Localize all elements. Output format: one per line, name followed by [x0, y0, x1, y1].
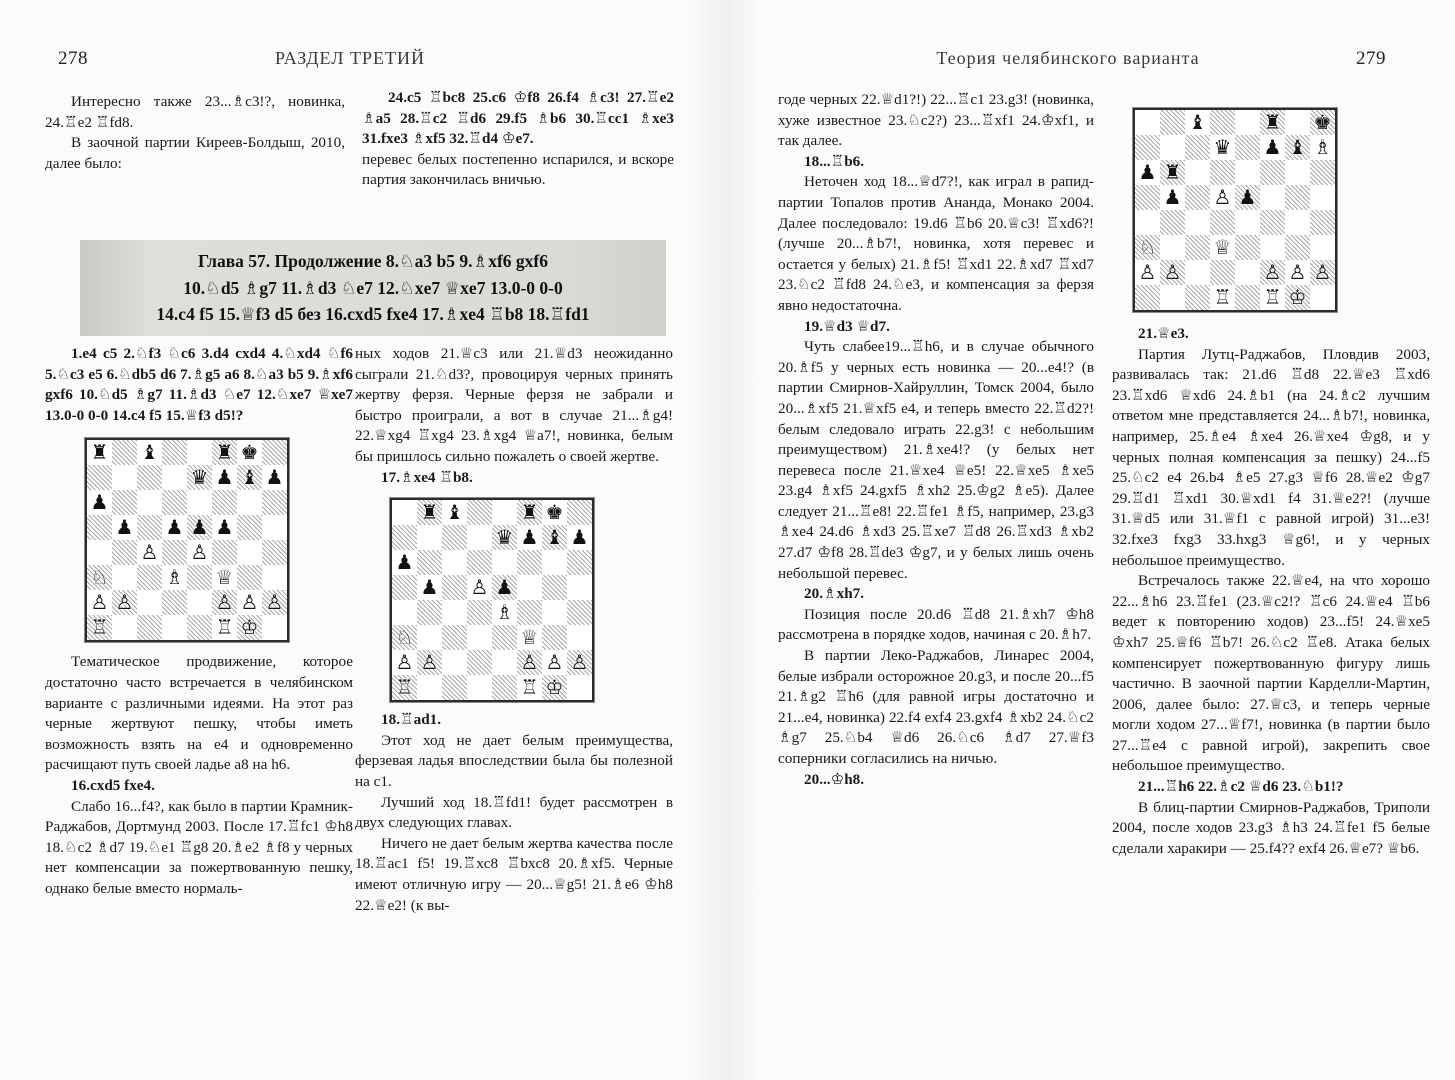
board-square — [467, 500, 492, 525]
board-square — [392, 500, 417, 525]
board-square — [542, 575, 567, 600]
board-piece-square: ♕ — [1213, 235, 1232, 259]
move-sequence: 24.c5 ♖bc8 25.c6 ♔f8 26.f4 ♗c3! 27.♖e2 ♗a5 28.♖c2 ♖d6 29.f5 ♗b6 30.♖cc1 ♗xe3 31.fxe3 ♗xf5 32.♖d4 ♔e7. — [362, 89, 674, 148]
board-square — [87, 515, 112, 540]
board-piece-square: ♖ — [87, 615, 112, 640]
board-square — [1210, 160, 1235, 185]
board-square — [1235, 110, 1260, 135]
move-sequence: 1.e4 c5 2.♘f3 ♘c6 3.d4 cxd4 4.♘xd4 ♘f6 5.♘c3 e5 6.♘db5 d6 7.♗g5 a6 8.♘a3 b5 9.♗xf6 gxf6 10.♘d5 ♗g7 11.♗d3 ♘e7 12.♘xe7 ♕xe7 13.0-0 0-0 14.c4 f5 15.♕f3 d5!? — [45, 345, 353, 424]
board-square — [212, 540, 237, 565]
board-piece-square: ♕ — [520, 625, 539, 650]
move-header: 20.♗xh7. — [804, 585, 865, 603]
board-square — [1285, 235, 1310, 260]
board-square — [467, 625, 492, 650]
board-piece-square: ♖ — [1263, 285, 1282, 309]
board-square — [137, 490, 162, 515]
board-piece-square: ♟ — [90, 490, 109, 515]
board-square — [1310, 235, 1335, 260]
board-square — [137, 565, 162, 590]
board-piece-square: ♜ — [1160, 160, 1185, 185]
board-piece-square: ♟ — [187, 515, 212, 540]
board-square — [1185, 260, 1210, 285]
paragraph: перевес белых постепенно испарился, и вскоре партия закончилась вничью. — [362, 150, 674, 189]
board-square — [262, 565, 287, 590]
board-piece-square: ♘ — [392, 625, 417, 650]
board-square — [137, 615, 162, 640]
paragraph: Неточен ход 18...♕d7?!, как играл в рапид-партии Топалов против Ананда, Монако 2004. Далее последовало: 19.d6 ♖b6 20.♕c3! ♖xd6?! (лучше 20...♗b7!, новинка, хотя перевес и остается у белых) 21.♗f5! ♖xd1 22.♗xd7 ♖xd7 23.♘c2 ♖fd8 24.♘e3, и компенсация за ферзя явно недостаточна. — [778, 173, 1094, 314]
paragraph: Партия Лутц-Раджабов, Пловдив 2003, развивалась так: 21.d6 ♖d8 22.♕e3 ♖xd6 23.♖xd6 ♕xd6 24.♗b1 (на 24.♗c2 лучшим ответом мне представляется 24...♗b7!, новинка, например, 25.♗e4 ♗xe4 26.♕xe4 ♔g8, и у черных полная компенсация за пешку) 24...f5 25.♘c2 e4 26.b4 ♗e5 27.g3 ♕f6 28.♕e2 ♔g7 29.♖d1 ♖xd1 30.♕xd1 f4 31.♕e2?! (лучше 31.♕d5 или 31.♕f1 с равной игрой) 31...e3! 32.fxe3 fxg3 33.hxg3 ♕g6!, и у черных небольшое преимущество. — [1112, 345, 1430, 569]
board-square — [1260, 160, 1285, 185]
board-square — [467, 675, 492, 700]
board-square — [542, 625, 567, 650]
paragraph: Ничего не дает белым жертва качества после 18.♖ac1 f5! 19.♖xc8 ♖bxc8 20.♗xf5. Черные имеют отличную игру — 20...♕g5! 21.♗e6 ♔h8 22.♕e2! (к вы- — [355, 834, 673, 914]
board-square — [567, 625, 592, 650]
board-piece-square: ♟ — [395, 550, 414, 575]
board-square — [1310, 185, 1335, 210]
board-square — [162, 440, 187, 465]
chess-diagram — [85, 438, 289, 642]
board-square — [492, 625, 517, 650]
board-piece-square: ♜ — [517, 500, 542, 525]
board-square — [162, 490, 187, 515]
board-square — [137, 515, 162, 540]
board-square — [162, 465, 187, 490]
board-square — [567, 675, 592, 700]
paragraph: Этот ход не дает белым преимущества, ферзевая ладья впоследствии была бы полезной на c1. — [355, 731, 673, 790]
board-square — [112, 490, 137, 515]
board-square — [1310, 210, 1335, 235]
paragraph: В блиц-партии Смирнов-Раджабов, Триполи 2004, после ходов 23.g3 ♗h3 24.♖fe1 f5 белые сделали харакири — 25.f4?? exf4 26.♕e7? ♕b6. — [1112, 798, 1430, 857]
board-piece-square: ♚ — [545, 500, 564, 525]
page-left — [0, 0, 727, 1080]
board-square — [1160, 110, 1185, 135]
board-square — [1135, 285, 1160, 310]
board-piece-square: ♙ — [1160, 260, 1185, 285]
board-piece-square: ♘ — [87, 565, 112, 590]
board-square — [392, 525, 417, 550]
board-square — [1235, 135, 1260, 160]
board-square — [417, 525, 442, 550]
chapter-heading — [80, 240, 666, 336]
board-square — [1185, 285, 1210, 310]
board-square — [1235, 260, 1260, 285]
board-piece-square: ♛ — [492, 525, 517, 550]
board-square — [442, 600, 467, 625]
board-piece-square: ♙ — [1288, 260, 1307, 284]
board-piece-square: ♖ — [392, 675, 417, 700]
board-square — [1210, 110, 1235, 135]
board-square — [467, 650, 492, 675]
board-piece-square: ♜ — [212, 440, 237, 465]
board-square — [1260, 185, 1285, 210]
board-square — [492, 550, 517, 575]
board-square — [237, 540, 262, 565]
board-piece-square: ♛ — [187, 465, 212, 490]
board-square — [417, 675, 442, 700]
board-square — [262, 615, 287, 640]
board-piece-square: ♝ — [237, 465, 262, 490]
paragraph: В заочной партии Киреев-Болдыш, 2010, далее было: — [45, 134, 345, 172]
board-piece-square: ♛ — [1213, 135, 1232, 159]
page-right — [728, 0, 1455, 1080]
running-head-left: РАЗДЕЛ ТРЕТИЙ — [275, 48, 425, 68]
board-piece-square: ♖ — [520, 675, 539, 700]
board-square — [187, 490, 212, 515]
board-square — [1210, 260, 1235, 285]
board-square — [1235, 160, 1260, 185]
board-piece-square: ♟ — [420, 575, 439, 600]
paragraph: В партии Леко-Раджабов, Линарес 2004, белые избрали осторожное 20.g3, и после 20...f5 21.♗g2 ♖h6 (для равной игры достаточно и 21...e4, новинка) 22.f4 exf4 23.gxf4 ♗xb2 24.♘c2 ♗g7 25.♘b4 ♕d6 26.♘c6 ♗d7 27.♕f3 соперники согласились на ничью. — [778, 647, 1094, 767]
board-piece-square: ♕ — [215, 565, 234, 590]
board-square — [1285, 210, 1310, 235]
board-piece-square: ♜ — [1260, 110, 1285, 135]
board-piece-square: ♝ — [1285, 135, 1310, 160]
running-head-right: Теория челябинского варианта — [936, 48, 1200, 68]
board-piece-square: ♗ — [495, 600, 514, 625]
board-piece-square: ♗ — [165, 565, 184, 590]
board-square — [1185, 210, 1210, 235]
board-piece-square: ♖ — [1213, 285, 1232, 309]
chapter-heading-line: 14.c4 f5 15.♕f3 d5 без 16.cxd5 fxe4 17.♗xe4 ♖b8 18.♖fd1 — [156, 304, 590, 324]
board-square — [137, 590, 162, 615]
board-square — [392, 575, 417, 600]
board-square — [467, 525, 492, 550]
board-square — [1185, 135, 1210, 160]
paragraph: Встречалось также 22.♕e4, на что хорошо 22...♗h6 23.♖fe1 (23.♕c2!? ♖c6 24.♕e4 ♖b6 ведет к повторению ходов) 23...f5! 24.♕xe5 ♔xh7 25.♕f6 ♖b7! 26.♘c2 ♖e8. Атака белых компенсирует пожертвованную фигуру лишь частично. В заочной партии Карделли-Мартин, 2006, далее было: 27.♕c3, и теперь черные могли ходом 27...♕f7!, новинка (в партии было 27...♖e4 с равной игрой), закрепить свое небольшое преимущество. — [1112, 572, 1430, 775]
move-header: 17.♗xe4 ♖b8. — [381, 468, 473, 486]
board-piece-square: ♙ — [240, 590, 259, 615]
move-header: 21...♖h6 22.♗c2 ♕d6 23.♘b1!? — [1138, 778, 1344, 796]
paragraph: годе черных 22.♕d1?!) 22...♖c1 23.g3! (новинка, хуже известное 23.♘c2?) 23...♖xf1 24.♔xf1, и так далее. — [778, 91, 1094, 150]
board-square — [162, 590, 187, 615]
board-piece-square: ♟ — [215, 465, 234, 490]
board-piece-square: ♟ — [492, 575, 517, 600]
board-piece-square: ♖ — [215, 615, 234, 640]
board-piece-square: ♟ — [1138, 160, 1157, 184]
right-column-2 — [1112, 92, 1430, 859]
move-header: 21.♕e3. — [1138, 325, 1189, 342]
board-square — [87, 540, 112, 565]
board-square — [212, 490, 237, 515]
board-square — [517, 575, 542, 600]
board-piece-square: ♙ — [567, 650, 592, 675]
paragraph: Лучший ход 18.♖fd1! будет рассмотрен в двух следующих главах. — [355, 793, 673, 832]
board-square — [112, 465, 137, 490]
board-square — [1310, 285, 1335, 310]
move-header: 20...♔h8. — [804, 770, 865, 788]
board-square — [442, 550, 467, 575]
board-piece-square: ♟ — [1235, 185, 1260, 210]
board-piece-square: ♚ — [1310, 110, 1335, 135]
board-square — [137, 465, 162, 490]
right-column-1 — [778, 90, 1094, 790]
page-number-right: 279 — [1356, 48, 1386, 69]
board-piece-square: ♚ — [240, 440, 259, 465]
board-piece-square: ♟ — [265, 465, 284, 490]
page-number-left: 278 — [58, 48, 88, 69]
board-square — [567, 500, 592, 525]
board-square — [492, 500, 517, 525]
board-piece-square: ♝ — [1188, 110, 1207, 134]
board-piece-square: ♟ — [520, 525, 539, 550]
board-square — [1235, 210, 1260, 235]
board-square — [492, 650, 517, 675]
board-square — [1285, 160, 1310, 185]
board-piece-square: ♙ — [90, 590, 109, 615]
board-piece-square: ♙ — [112, 590, 137, 615]
board-piece-square: ♝ — [140, 440, 159, 465]
board-square — [1135, 135, 1160, 160]
board-square — [417, 550, 442, 575]
board-square — [517, 550, 542, 575]
board-square — [1185, 160, 1210, 185]
board-square — [567, 575, 592, 600]
board-square — [1185, 235, 1210, 260]
board-piece-square: ♙ — [1138, 260, 1157, 284]
board-piece-square: ♙ — [395, 650, 414, 675]
board-square — [542, 600, 567, 625]
board-square — [187, 615, 212, 640]
board-square — [442, 675, 467, 700]
board-piece-square: ♙ — [1260, 260, 1285, 285]
board-piece-square: ♝ — [542, 525, 567, 550]
board-piece-square: ♔ — [542, 675, 567, 700]
board-square — [567, 600, 592, 625]
chapter-heading-line: 10.♘d5 ♗g7 11.♗d3 ♘e7 12.♘xe7 ♕xe7 13.0-0 0-0 — [183, 277, 563, 298]
board-piece-square: ♜ — [90, 440, 109, 465]
board-square — [162, 540, 187, 565]
board-square — [187, 590, 212, 615]
board-square — [567, 550, 592, 575]
board-piece-square: ♙ — [212, 590, 237, 615]
board-piece-square: ♙ — [1310, 260, 1335, 285]
board-square — [492, 675, 517, 700]
board-square — [262, 490, 287, 515]
paragraph: Позиция после 20.d6 ♖d8 21.♗xh7 ♔h8 рассмотрена в порядке ходов, начиная с 20.♗h7. — [778, 605, 1094, 644]
board-square — [237, 565, 262, 590]
board-square — [442, 575, 467, 600]
board-piece-square: ♙ — [470, 575, 489, 600]
board-square — [1160, 210, 1185, 235]
board-square — [1235, 285, 1260, 310]
board-square — [1185, 185, 1210, 210]
board-square — [1285, 185, 1310, 210]
chess-diagram — [390, 498, 594, 702]
board-square — [187, 440, 212, 465]
board-square — [1160, 235, 1185, 260]
board-square — [1160, 285, 1185, 310]
board-piece-square: ♜ — [417, 500, 442, 525]
board-square — [417, 600, 442, 625]
board-square — [442, 650, 467, 675]
board-piece-square: ♔ — [237, 615, 262, 640]
board-piece-square: ♘ — [1135, 235, 1160, 260]
board-square — [467, 600, 492, 625]
move-header: 19.♕d3 ♕d7. — [804, 317, 890, 335]
board-square — [1135, 185, 1160, 210]
board-piece-square: ♟ — [165, 515, 184, 540]
board-square — [417, 625, 442, 650]
board-square — [467, 550, 492, 575]
board-square — [237, 515, 262, 540]
board-square — [1285, 110, 1310, 135]
board-square — [112, 565, 137, 590]
board-piece-square: ♟ — [115, 515, 134, 540]
move-header: 18.♖ad1. — [381, 711, 442, 729]
board-piece-square: ♙ — [417, 650, 442, 675]
left-top-column-1 — [45, 92, 345, 174]
board-square — [1260, 210, 1285, 235]
left-top-column-2 — [362, 88, 674, 191]
board-piece-square: ♙ — [190, 540, 209, 565]
board-square — [1160, 135, 1185, 160]
left-main-column-2 — [355, 344, 673, 916]
board-square — [112, 540, 137, 565]
board-piece-square: ♔ — [1285, 285, 1310, 310]
board-piece-square: ♗ — [1313, 135, 1332, 159]
board-piece-square: ♝ — [445, 500, 464, 525]
chess-diagram — [1133, 108, 1337, 312]
board-square — [442, 625, 467, 650]
board-square — [262, 515, 287, 540]
move-header: 16.cxd5 fxe4. — [71, 776, 155, 794]
board-square — [262, 540, 287, 565]
board-square — [1260, 235, 1285, 260]
board-square — [442, 525, 467, 550]
board-square — [1235, 235, 1260, 260]
board-square — [237, 490, 262, 515]
chapter-heading-line: Глава 57. Продолжение 8.♘a3 b5 9.♗xf6 gxf6 — [197, 251, 548, 271]
board-piece-square: ♙ — [517, 650, 542, 675]
board-square — [392, 600, 417, 625]
board-square — [112, 440, 137, 465]
board-square — [542, 550, 567, 575]
board-square — [262, 440, 287, 465]
board-piece-square: ♟ — [570, 525, 589, 550]
paragraph: Интересно также 23...♗c3!?, новинка, 24.♖e2 ♖fd8. — [45, 93, 345, 131]
paragraph: Слабо 16...f4?, как было в партии Крамник-Раджабов, Дортмунд 2003. После 17.♖fc1 ♔h8 18.♘c2 ♗d7 19.♘e1 ♖g8 20.♗e2 ♗f8 у черных нет компенсации за пожертвованную пешку, однако белые вместо нормаль- — [45, 797, 353, 897]
board-square — [1135, 110, 1160, 135]
board-square — [87, 465, 112, 490]
board-square — [187, 565, 212, 590]
paragraph: ных ходов 21.♕c3 или 21.♕d3 неожиданно сыграли 21.♘d3?, провоцируя черных принять жертву ферзя. Черные ферзя не забрали и быстро проиграли, а вот в случае 21...♗g4! 22.♕xg4 ♖xg4 23.♗xg4 ♕a7!, новинка, белым бы пришлось сильно пожалеть о своей жертве. — [355, 345, 673, 465]
board-square — [1135, 210, 1160, 235]
board-piece-square: ♟ — [1163, 185, 1182, 209]
paragraph: Тематическое продвижение, которое достаточно часто встречается в челябинском варианте с различными идеями. На этот раз черные жертвуют пешку, чтобы иметь возможность взять на e4 и одновременно расчищают путь своей ладье a8 на h6. — [45, 653, 353, 774]
paragraph: Чуть слабее19...♖h6, и в случае обычного 20.♗f5 у черных есть новинка — 20...e4!? (в партии Смирнов-Хайруллин, Томск 2004, было 20...♗xf5 21.♕xf5 e4, и теперь вместо 22.♖d2?! белым следовало играть 22.g3! с небольшим преимуществом) 21.♗xe4!? (у белых нет перевеса после 21.♕xe4 ♕e5! 22.♕xe5 ♗xe5 23.g4 ♗xf5 24.gxf5 ♗xh2 25.♔g2 ♗e5). Далее следует 21...♖e8! 22.♖fe1 ♗f5, например, 23.g3 ♗xe4 24.d6 ♗xd3 25.♖xe7 ♖d8 26.♖xd3 ♗xb2 27.d7 ♔f8 28.♖de3 ♔g7, и у белых лишь очень небольшой перевес. — [778, 338, 1094, 582]
board-piece-square: ♟ — [215, 515, 234, 540]
board-square — [517, 600, 542, 625]
board-square — [112, 615, 137, 640]
move-header: 18...♖b6. — [804, 152, 865, 170]
board-square — [1210, 210, 1235, 235]
board-piece-square: ♙ — [1213, 185, 1232, 209]
left-main-column-1 — [45, 344, 353, 900]
board-piece-square: ♙ — [262, 590, 287, 615]
board-square — [162, 615, 187, 640]
board-piece-square: ♙ — [545, 650, 564, 675]
board-square — [1310, 160, 1335, 185]
board-piece-square: ♙ — [140, 540, 159, 565]
board-piece-square: ♟ — [1263, 135, 1282, 159]
